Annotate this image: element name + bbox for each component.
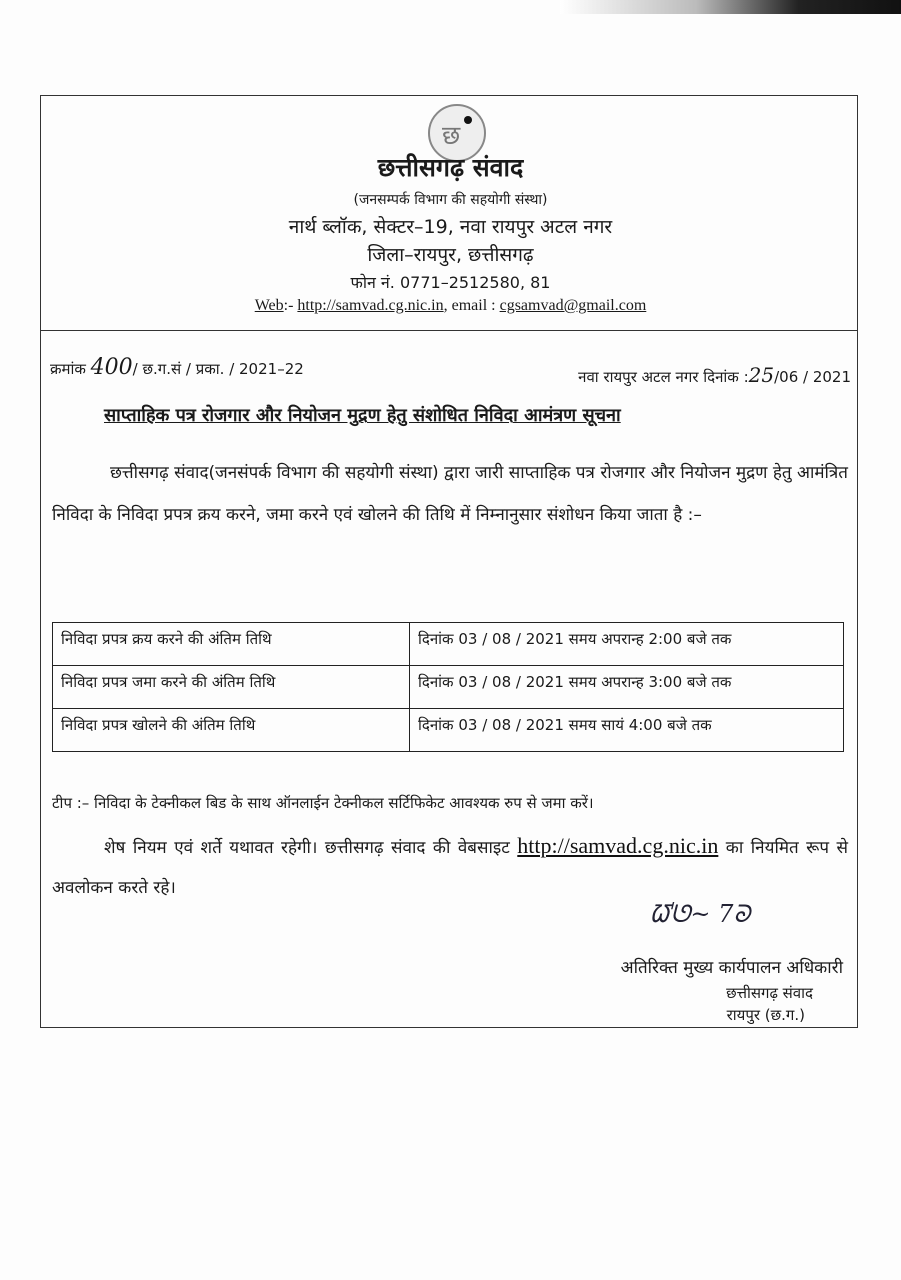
website-link[interactable]: http://samvad.cg.nic.in [517,833,719,858]
table-row [53,709,844,752]
contact-line [0,297,901,315]
web-link[interactable]: http://samvad.cg.nic.in [297,297,444,314]
note: टीप :– निविदा के टेक्नीकल बिड के साथ ऑनलाईन टेक्नीकल सर्टिफिकेट आवश्यक रुप से जमा करें। [52,794,594,812]
schedule-label: निविदा प्रपत्र खोलने की अंतिम तिथि [53,709,410,752]
reference-number [50,355,304,380]
address-line-1: नार्थ ब्लॉक, सेक्टर–19, नवा रायपुर अटल नगर [288,216,613,238]
date-prefix: नवा रायपुर अटल नगर दिनांक : [578,368,749,386]
schedule-table [52,622,844,752]
org-name: छत्तीसगढ़ संवाद [377,153,524,182]
notice-title: साप्ताहिक पत्र रोजगार और नियोजन मुद्रण हेतु संशोधित निविदा आमंत्रण सूचना [104,405,621,426]
body-paragraph: छत्तीसगढ़ संवाद(जनसंपर्क विभाग की सहयोगी संस्था) द्वारा जारी साप्ताहिक पत्र रोजगार और नियोजन मुद्रण हेतु आमंत्रित निविदा के निविदा प्रपत्र क्रय करने, जमा करने एवं खोलने की तिथि में निम्नानुसार संशोधन किया जाता है :– [52,463,848,525]
date-handwritten-day: 25 [748,363,775,387]
table-row [53,623,844,666]
closing-text-1: शेष नियम एवं शर्ते यथावत रहेगी। छत्तीसगढ़ संवाद की वेबसाइट [104,838,518,858]
email-link[interactable]: cgsamvad@gmail.com [499,297,647,314]
ref-suffix: / छ.ग.सं / प्रका. / 2021–22 [132,360,304,378]
header-divider [40,330,858,331]
org-subtitle: (जनसम्पर्क विभाग की सहयोगी संस्था) [353,192,548,208]
date-rest: /06 / 2021 [774,368,851,386]
logo-glyph: छ [442,121,461,151]
schedule-value: दिनांक 03 / 08 / 2021 समय अपरान्ह 2:00 बजे तक [410,623,844,666]
signatory-place: रायपुर (छ.ग.) [726,1006,805,1024]
issue-date [578,363,851,387]
scan-edge-shadow [560,0,901,14]
schedule-value: दिनांक 03 / 08 / 2021 समय सायं 4:00 बजे तक [410,709,844,752]
closing-paragraph [52,826,848,908]
web-sep: :- [283,297,298,314]
phone: फोन नं. 0771–2512580, 81 [350,273,551,292]
email-label: , email : [443,297,500,314]
signatory-designation: अतिरिक्त मुख्य कार्यपालन अधिकारी [620,958,843,978]
closing-text-2: का नियमित रूप से अवलोकन करते रहे। [52,838,849,898]
address-line-2: जिला–रायपुर, छत्तीसगढ़ [367,244,534,266]
web-label: Web [254,297,284,314]
handwritten-signature: ᘺᘎ~ 7ᘐ [650,900,751,928]
signatory-org: छत्तीसगढ़ संवाद [726,984,813,1002]
schedule-value: दिनांक 03 / 08 / 2021 समय अपरान्ह 3:00 बजे तक [410,666,844,709]
schedule-label: निविदा प्रपत्र जमा करने की अंतिम तिथि [53,666,410,709]
ref-prefix: क्रमांक [50,360,91,378]
schedule-label: निविदा प्रपत्र क्रय करने की अंतिम तिथि [53,623,410,666]
table-row [53,666,844,709]
ref-handwritten-number: 400 [90,355,133,380]
logo-dot [464,116,472,124]
